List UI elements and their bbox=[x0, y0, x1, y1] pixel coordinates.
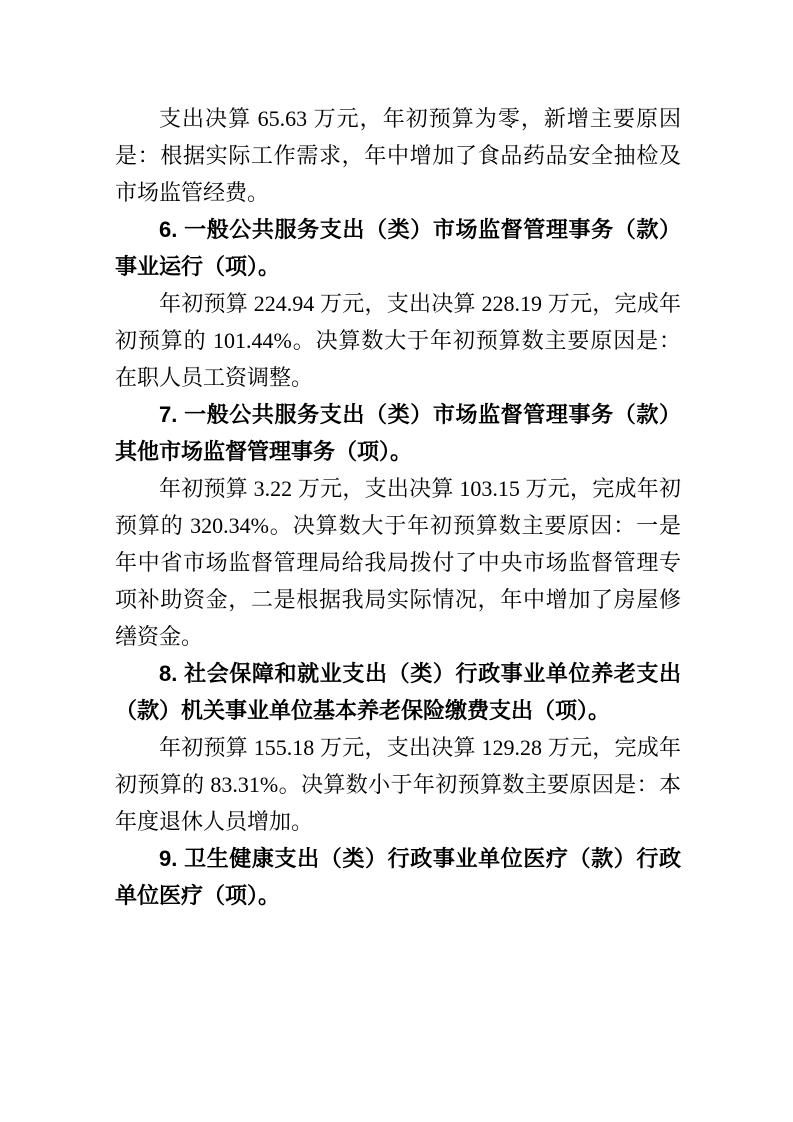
paragraph-budget-3-22: 年初预算 3.22 万元，支出决算 103.15 万元，完成年初预算的 320.34%。决算数大于年初预算数主要原因：一是年中省市场监督管理局给我局拨付了中央市场监督管理专项补助资金，二是根据我局实际情况，年中增加了房屋修缮资金。 bbox=[115, 476, 681, 649]
document-content bbox=[115, 100, 681, 914]
section-heading-8: 8. 社会保障和就业支出（类）行政事业单位养老支出（款）机关事业单位基本养老保险缴费支出（项）。 bbox=[115, 661, 681, 723]
paragraph-expenditure-65-63: 支出决算 65.63 万元，年初预算为零，新增主要原因是：根据实际工作需求，年中增加了食品药品安全抽检及市场监管经费。 bbox=[115, 106, 681, 205]
paragraph-budget-155-18: 年初预算 155.18 万元，支出决算 129.28 万元，完成年初预算的 83.31%。决算数小于年初预算数主要原因是：本年度退休人员增加。 bbox=[115, 735, 681, 834]
section-heading-6: 6. 一般公共服务支出（类）市场监督管理事务（款）事业运行（项）。 bbox=[115, 217, 681, 279]
section-heading-9: 9. 卫生健康支出（类）行政事业单位医疗（款）行政单位医疗（项）。 bbox=[115, 846, 681, 908]
paragraph-budget-224-94: 年初预算 224.94 万元，支出决算 228.19 万元，完成年初预算的 101.44%。决算数大于年初预算数主要原因是：在职人员工资调整。 bbox=[115, 291, 681, 390]
section-heading-7: 7. 一般公共服务支出（类）市场监督管理事务（款）其他市场监督管理事务（项）。 bbox=[115, 402, 681, 464]
